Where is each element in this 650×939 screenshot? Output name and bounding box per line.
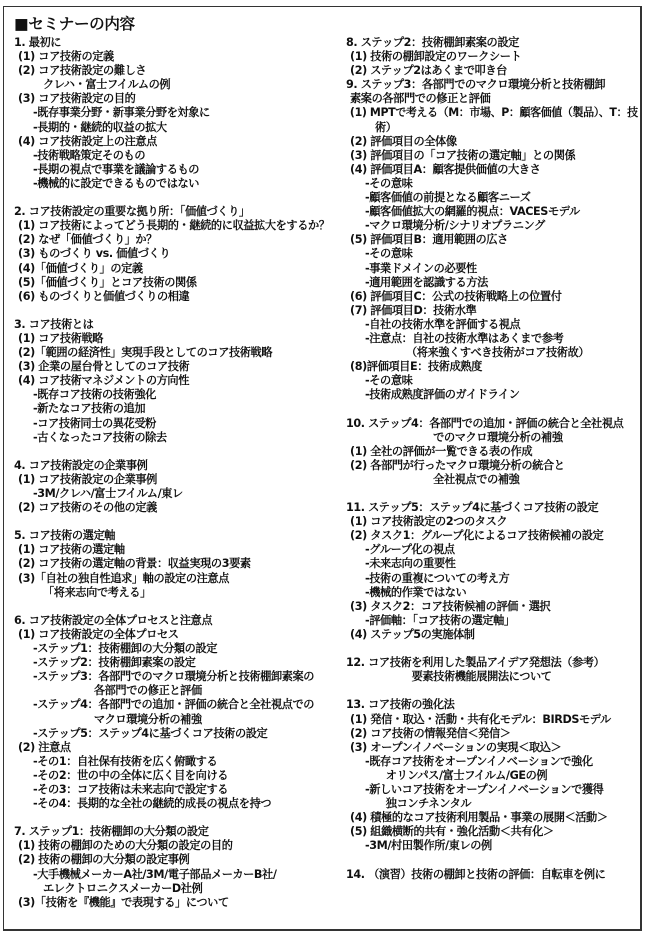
detail-item: 各部門での修正と評価 bbox=[58, 684, 202, 698]
spacer bbox=[14, 515, 332, 529]
subsection-item: (2) コア技術の選定軸の背景：収益実現の3要素 bbox=[18, 557, 251, 571]
detail-item: -その1：自社保有技術を広く俯瞰する bbox=[33, 754, 218, 768]
subsection-item: (6) ものづくりと価値づくりの相違 bbox=[18, 289, 190, 303]
subsection-item: (4) 積極的なコア技術利用製品・事業の展開＜活動＞ bbox=[350, 811, 608, 825]
detail-item: クレハ・富士フイルムの例 bbox=[43, 78, 171, 92]
detail-item: エレクトロニクスメーカーD社例 bbox=[43, 881, 203, 895]
detail-item: -長期的・継続的収益の拡大 bbox=[33, 120, 167, 134]
subsection-item: (1) 技術の棚卸のための大分類の設定の目的 bbox=[18, 839, 233, 853]
subsection-item: (4)「価値づくり」の定義 bbox=[18, 261, 143, 275]
subsection-item: (2) コア技術設定の難しさ bbox=[18, 64, 147, 78]
subsection-item: (7) 評価項目D：技術水準 bbox=[350, 303, 477, 317]
spacer bbox=[346, 642, 638, 656]
detail-item: -顧客価値拡大の網羅的視点：VACESモデル bbox=[365, 205, 580, 219]
subsection-item: (3) オープンイノベーションの実現＜取込＞ bbox=[350, 740, 562, 754]
detail-item: -その意味 bbox=[365, 247, 413, 261]
detail-item: -既存コア技術の技術強化 bbox=[33, 388, 156, 402]
detail-item: -大手機械メーカーA社/3M/電子部品メーカーB社/ bbox=[33, 867, 277, 881]
subsection-item: (5) 組織横断的共有・強化活動＜共有化＞ bbox=[350, 825, 554, 839]
subsection-item: (1) コア技術戦略 bbox=[18, 331, 104, 345]
detail-item: 術） bbox=[375, 120, 397, 134]
subsection-item: (2) 評価項目の全体像 bbox=[350, 134, 457, 148]
subsection-item: (1) MPTで考える（M：市場、P：顧客価値（製品）、T：技 bbox=[349, 106, 638, 120]
detail-item: -ステップ1：技術棚卸の大分類の設定 bbox=[33, 642, 218, 656]
detail-item: 「将来志向で考える」 bbox=[43, 585, 151, 599]
section-heading: 11. ステップ5：ステップ4に基づくコア技術の設定 bbox=[346, 501, 599, 515]
detail-item: -グループ化の視点 bbox=[365, 543, 455, 557]
section-heading: 7. ステップ1：技術棚卸の大分類の設定 bbox=[14, 825, 209, 839]
section-heading: 6. コア技術設定の全体プロセスと注意点 bbox=[14, 613, 213, 627]
subsection-item: (1) 全社の評価が一覧できる表の作成 bbox=[350, 444, 533, 458]
detail-item: -注意点：自社の技術水準はあくまで参考 bbox=[365, 331, 564, 345]
detail-item: -3M/クレハ/富士フイルム/東レ bbox=[33, 487, 183, 500]
subsection-item: (3) コア技術設定の目的 bbox=[18, 92, 136, 106]
subsection-item: (5)「価値づくり」とコア技術の関係 bbox=[18, 275, 197, 289]
section-heading: 9. ステップ3：各部門でのマクロ環境分析と技術棚卸 bbox=[346, 78, 606, 92]
subsection-item: (1) 発信・取込・活動・共有化モデル：BIRDSモデル bbox=[350, 712, 611, 726]
section-heading: 5. コア技術の選定軸 bbox=[14, 529, 116, 543]
section-heading: 14. （演習）技術の棚卸と技術の評価：自転車を例に bbox=[346, 867, 606, 881]
subsection-item: (1) コア技術の定義 bbox=[18, 50, 114, 64]
detail-item: -適用範囲を認識する方法 bbox=[365, 275, 488, 289]
detail-item: -その4：長期的な全社の継続的成長の視点を持つ bbox=[33, 797, 272, 811]
detail-item: 独コンチネンタル bbox=[375, 797, 472, 811]
detail-item: -未来志向の重要性 bbox=[365, 557, 456, 571]
subsection-item: (2) 注意点 bbox=[18, 740, 71, 754]
detail-item: オリンパス/富士フイルム/GEの例 bbox=[375, 768, 548, 782]
detail-item: -長期の視点で事業を議論するもの bbox=[33, 162, 200, 176]
subsection-item: (3) タスク2：コア技術候補の評価・選択 bbox=[350, 599, 551, 613]
detail-item: -機械的に設定できるものではない bbox=[33, 176, 200, 190]
detail-item: 全社視点での補強 bbox=[390, 472, 520, 486]
subsection-item: 素案の各部門での修正と評価 bbox=[350, 92, 491, 106]
detail-item: -ステップ3：各部門でのマクロ環境分析と技術棚卸素案の bbox=[33, 670, 315, 684]
page-title: ■セミナーの内容 bbox=[14, 15, 135, 33]
subsection-item: (1) 技術の棚卸設定のワークシート bbox=[350, 50, 522, 64]
subsection-item: (2) 各部門が行ったマクロ環境分析の統合と bbox=[350, 458, 565, 472]
section-heading: 12. コア技術を利用した製品アイデア発想法（参考） bbox=[346, 656, 605, 670]
subsection-item: (3) 評価項目の「コア技術の選定軸」との関係 bbox=[350, 148, 576, 162]
detail-item: -顧客価値の前提となる顧客ニーズ bbox=[365, 191, 531, 205]
spacer bbox=[14, 811, 332, 825]
spacer bbox=[14, 191, 332, 205]
detail-item: -技術の重複についての考え方 bbox=[365, 571, 510, 585]
detail-item: -自社の技術水準を評価する視点 bbox=[365, 317, 521, 331]
detail-item: -新たなコア技術の追加 bbox=[33, 402, 146, 416]
subsection-item: (2) コア技術のその他の定義 bbox=[18, 501, 157, 515]
section-heading: 4. コア技術設定の企業事例 bbox=[14, 458, 148, 472]
detail-item: -コア技術同士の異花受粉 bbox=[33, 416, 156, 430]
subsection-item: (3)「技術を『機能』で表現する」について bbox=[18, 895, 229, 909]
spacer bbox=[346, 684, 638, 698]
section-heading: 8. ステップ2：技術棚卸素案の設定 bbox=[346, 36, 519, 49]
detail-item: 要素技術機能展開法について bbox=[390, 670, 552, 684]
detail-item: -事業ドメインの必要性 bbox=[365, 261, 477, 275]
subsection-item: (2) 技術の棚卸の大分類の設定事例 bbox=[18, 853, 190, 867]
detail-item: マクロ環境分析の補強 bbox=[58, 712, 202, 726]
subsection-item: (3) 企業の屋台骨としてのコア技術 bbox=[18, 360, 190, 374]
detail-item: -評価軸：「コア技術の選定軸」 bbox=[365, 613, 515, 627]
subsection-item: (6) 評価項目C：公式の技術戦略上の位置付 bbox=[350, 289, 562, 303]
subsection-item: (1) コア技術設定の全体プロセス bbox=[18, 627, 179, 641]
detail-item: -ステップ2：技術棚卸素案の設定 bbox=[33, 656, 196, 670]
subsection-item: (4) コア技術設定上の注意点 bbox=[18, 134, 157, 148]
subsection-item: (2) コア技術の情報発信＜発信＞ bbox=[350, 726, 511, 740]
subsection-item: (1) コア技術の選定軸 bbox=[18, 543, 125, 557]
detail-item: -技術成熟度評価のガイドライン bbox=[365, 388, 520, 402]
spacer bbox=[346, 487, 638, 501]
detail-item: （将来強くすべき技術がコア技術故） bbox=[390, 346, 590, 360]
subsection-item: (8)評価項目E：技術成熟度 bbox=[350, 360, 482, 374]
detail-item: -ステップ5：ステップ4に基づくコア技術の設定 bbox=[33, 726, 268, 740]
detail-item: -機械的作業ではない bbox=[365, 585, 467, 599]
subsection-item: (1) コア技術設定の企業事例 bbox=[18, 472, 157, 486]
detail-item: -既存コア技術をオープンイノベーションで強化 bbox=[365, 754, 593, 768]
section-heading: 3. コア技術とは bbox=[14, 317, 94, 331]
subsection-item: (4) ステップ5の実施体制 bbox=[350, 627, 475, 641]
detail-item: -既存事業分野・新事業分野を対象に bbox=[33, 106, 210, 120]
section-heading: 2. コア技術設定の重要な拠り所：「価値づくり」 bbox=[14, 205, 250, 219]
spacer bbox=[14, 445, 332, 459]
subsection-item: (5) 評価項目B：適用範囲の広さ bbox=[350, 233, 508, 247]
left-column bbox=[14, 36, 332, 910]
subsection-item: (2)「範囲の経済性」実現手段としてのコア技術戦略 bbox=[18, 346, 273, 360]
subsection-item: (2) ステップ2はあくまで叩き台 bbox=[350, 64, 507, 78]
detail-item: -その3：コア技術は未来志向で設定する bbox=[33, 782, 229, 796]
subsection-item: (3)「自社の独自性追求」軸の設定の注意点 bbox=[18, 571, 229, 585]
subsection-item: (1) コア技術設定の2つのタスク bbox=[350, 515, 508, 529]
subsection-item: (3) ものづくり vs. 価値づくり bbox=[18, 247, 171, 261]
detail-item: -マクロ環境分析/シナリオプラニング bbox=[365, 219, 545, 233]
detail-item: でのマクロ環境分析の補強 bbox=[390, 430, 563, 444]
section-heading: 10. ステップ4：各部門での追加・評価の統合と全社視点 bbox=[346, 416, 624, 430]
spacer bbox=[346, 402, 638, 416]
detail-item: -新しいコア技術をオープンイノベーションで獲得 bbox=[365, 782, 604, 796]
subsection-item: (1) コア技術によってどう長期的・継続的に収益拡大をするか？ bbox=[18, 219, 330, 233]
right-column bbox=[346, 36, 638, 882]
subsection-item: (4) 評価項目A：顧客提供価値の大きさ bbox=[350, 162, 541, 176]
subsection-item: (2) なぜ「価値づくり」か？ bbox=[18, 233, 157, 247]
detail-item: -古くなったコア技術の除去 bbox=[33, 430, 167, 444]
subsection-item: (2) タスク1：グループ化によるコア技術候補の設定 bbox=[350, 529, 604, 543]
spacer bbox=[14, 304, 332, 318]
detail-item: -ステップ4：各部門での追加・評価の統合と全社視点での bbox=[33, 698, 315, 712]
detail-item: -その2：世の中の全体に広く目を向ける bbox=[33, 768, 229, 782]
section-heading: 13. コア技術の強化法 bbox=[346, 698, 455, 712]
detail-item: -3M/村田製作所/東レの例 bbox=[365, 839, 492, 853]
subsection-item: (4) コア技術マネジメントの方向性 bbox=[18, 374, 189, 388]
spacer bbox=[14, 600, 332, 614]
detail-item: -その意味 bbox=[365, 374, 413, 388]
detail-item: -技術戦略策定そのもの bbox=[33, 148, 146, 162]
spacer bbox=[346, 853, 638, 867]
detail-item: -その意味 bbox=[365, 176, 413, 190]
section-heading: 1. 最初に bbox=[14, 36, 62, 49]
